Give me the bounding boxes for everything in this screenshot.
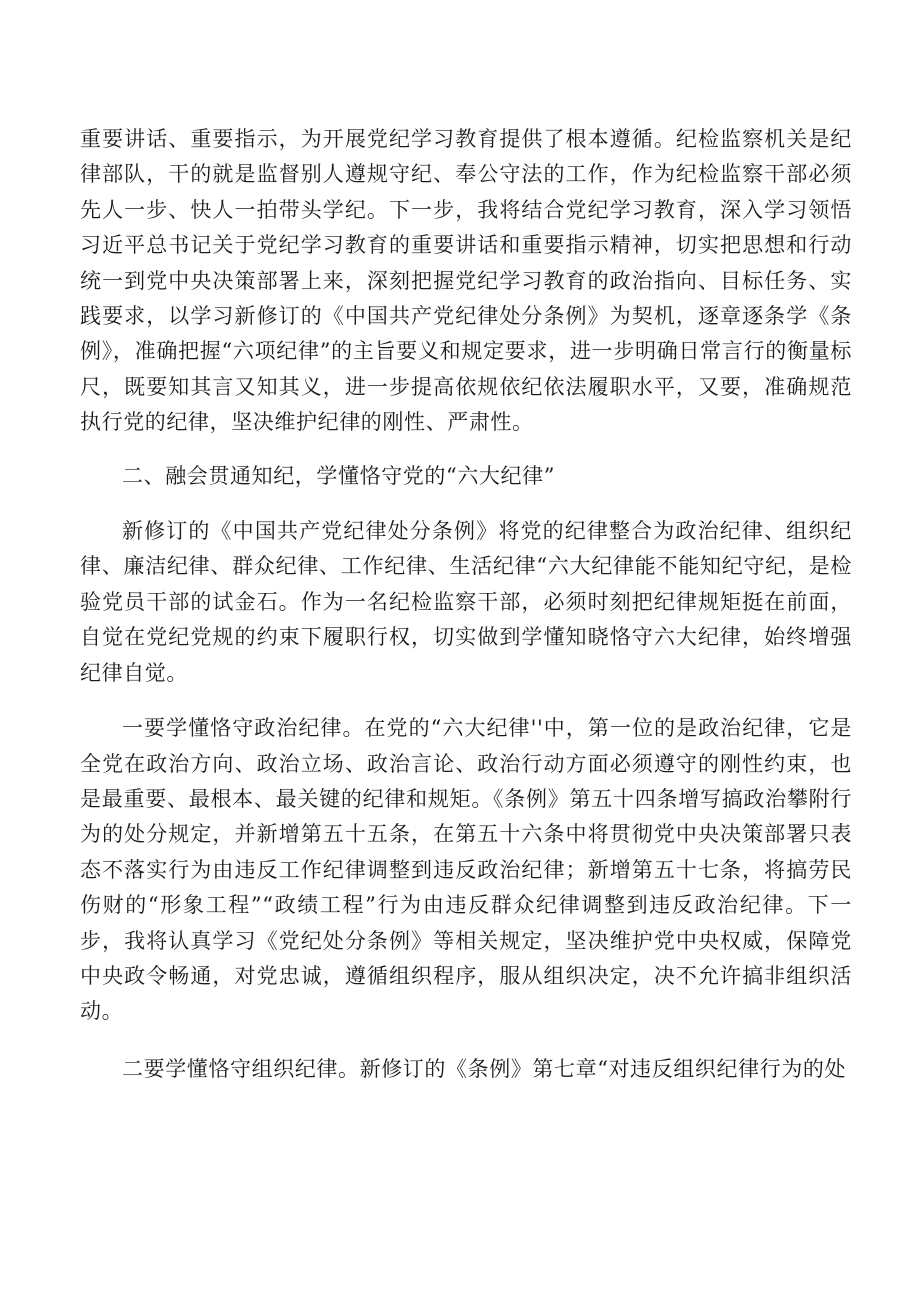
paragraph-gap [80,691,852,711]
paragraph-gap [80,1030,852,1052]
paragraph-gap [80,441,852,459]
paragraph-six-disciplines: 新修订的《中国共产党纪律处分条例》将党的纪律整合为政治纪律、组织纪律、廉洁纪律、群众纪律、工作纪律、生活纪律“六大纪律能不能知纪守纪，是检验党员干部的试金石。作为一名纪检监察干部，必须时刻把纪律规矩挺在前面，自觉在党纪党规的约束下履职行权，切实做到学懂知晓恪守六大纪律，始终增强纪律自觉。 [80,519,852,685]
document-page [80,122,852,1087]
paragraph-organizational-discipline: 二要学懂恪守组织纪律。新修订的《条例》第七章“对违反组织纪律行为的处 [122,1056,847,1081]
paragraph-political-discipline: 一要学懂恪守政治纪律。在党的“六大纪律''中，第一位的是政治纪律，它是全党在政治方向、政治立场、政治言论、政治行动方面必须遵守的刚性约束，也是最重要、最根本、最关键的纪律和规矩。《条例》第五十四条增写搞政治攀附行为的处分规定，并新增第五十五条，在第五十六条中将贯彻党中央决策部署只表态不落实行为由违反工作纪律调整到违反政治纪律；新增第五十七条，将搞劳民伤财的“形象工程”“政绩工程”行为由违反群众纪律调整到违反政治纪律。下一步，我将认真学习《党纪处分条例》等相关规定，坚决维护党中央权威，保障党中央政令畅通，对党忠诚，遵循组织程序，服从组织决定，决不允许搞非组织活动。 [80,716,852,1024]
section-heading: 二、融会贯通知纪，学懂恪守党的“六大纪律” [122,463,556,488]
paragraph-gap [80,494,852,514]
paragraph-continuation: 重要讲话、重要指示，为开展党纪学习教育提供了根本遵循。纪检监察机关是纪律部队，干的就是监督别人遵规守纪、奉公守法的工作，作为纪检监察干部必须先人一步、快人一拍带头学纪。下一步，我将结合党纪学习教育，深入学习领悟习近平总书记关于党纪学习教育的重要讲话和重要指示精神，切实把思想和行动统一到党中央决策部署上来，深刻把握党纪学习教育的政治指向、目标任务、实践要求，以学习新修订的《中国共产党纪律处分条例》为契机，逐章逐条学《条例》，准确把握“六项纪律”的主旨要义和规定要求，进一步明确日常言行的衡量标尺，既要知其言又知其义，进一步提高依规依纪依法履职水平，又要，准确规范执行党的纪律，坚决维护纪律的刚性、严肃性。 [80,127,852,435]
